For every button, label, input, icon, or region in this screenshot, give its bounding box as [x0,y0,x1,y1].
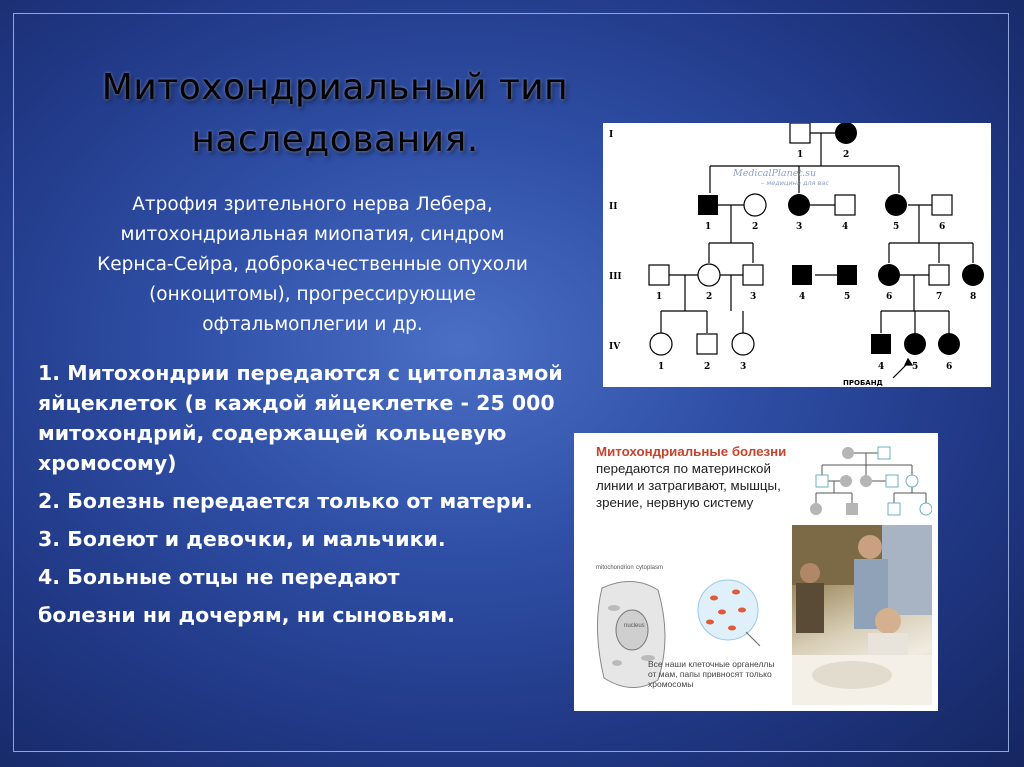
intro-line: Атрофия зрительного нерва Лебера, [132,194,493,215]
label-cytoplasm: cytoplasm [636,565,664,571]
pedigree-male-unaffected [697,334,717,354]
individual-number: 1 [705,222,712,232]
egg-cell-illustration [692,578,772,648]
title-line-1: Митохондриальный тип [101,67,569,108]
pedigree-female-affected [938,333,960,355]
individual-number: 2 [704,362,711,372]
pedigree-female-unaffected [698,264,720,286]
patient-photo [792,525,932,705]
individual-number: 5 [844,292,851,302]
intro-line: офтальмоплегии и др. [202,314,423,335]
individual-number: 6 [939,222,946,232]
individual-number: 2 [706,292,713,302]
pedigree-female-affected [878,264,900,286]
slide-title [40,62,630,166]
individual-number: 2 [752,222,759,232]
individual-number: 1 [797,150,804,160]
pedigree-male-affected [792,265,812,285]
pedigree-male-affected [698,195,718,215]
individual-number: 4 [878,362,885,372]
pedigree-chart [603,123,991,387]
individual-number: 6 [946,362,953,372]
pedigree-female-unaffected [744,194,766,216]
mitochondrial-disease-card [574,433,938,711]
generation-label: I [609,130,614,140]
pedigree-male-unaffected [932,195,952,215]
individual-number: 1 [656,292,663,302]
card-text [596,443,796,511]
individual-number: 4 [799,292,806,302]
individual-number: 5 [912,362,919,372]
mini-pedigree [802,441,932,521]
pedigree-female-affected [788,194,810,216]
pedigree-male-unaffected [743,265,763,285]
point-2: 2. Болезнь передается только от матери. [38,489,533,513]
pedigree-male-affected [837,265,857,285]
individual-number: 7 [936,292,943,302]
label-nucleus: nucleus [624,623,645,629]
watermark-text: MedicalPlanet.su [733,168,817,179]
individual-number: 8 [970,292,977,302]
individual-number: 3 [796,222,803,232]
pedigree-male-unaffected [790,123,810,143]
generation-label: IV [609,342,621,352]
intro-line: Кернса-Сейра, доброкачественные опухоли [97,254,528,275]
pedigree-female-affected [885,194,907,216]
pedigree-male-unaffected [929,265,949,285]
title-line-2: наследования. [191,119,479,160]
point-1: 1. Митохондрии передаются с цитоплазмой яйцеклеток (в каждой яйцеклетке - 25 000 митохондрий, содержащей кольцевую хромосому) [38,361,563,475]
point-5: болезни ни дочерям, ни сыновьям. [38,603,455,627]
pedigree-female-affected [962,264,984,286]
point-3: 3. Болеют и девочки, и мальчики. [38,527,446,551]
generation-label: II [609,202,618,212]
individual-number: 1 [658,362,665,372]
generation-label: III [609,272,622,282]
intro-line: (онкоцитомы), прогрессирующие [149,284,476,305]
individual-number: 3 [740,362,747,372]
card-caption: Все наши клеточные органеллы от мам, папы привносят только хромосомы [648,659,775,689]
individual-number: 3 [750,292,757,302]
pedigree-female-unaffected [732,333,754,355]
individual-number: 4 [842,222,849,232]
intro-text [50,190,575,340]
pedigree-female-affected [904,333,926,355]
pedigree-female-unaffected [650,333,672,355]
label-mitochondrion: mitochondrion [596,565,634,571]
proband-arrow-icon [893,359,912,378]
point-4: 4. Больные отцы не передают [38,565,400,589]
individual-number: 5 [893,222,900,232]
individual-number: 2 [843,150,850,160]
pedigree-male-unaffected [649,265,669,285]
pedigree-female-affected [835,123,857,144]
key-points [38,358,598,638]
watermark-subtext: – медицина для вас [761,179,829,187]
pedigree-male-unaffected [835,195,855,215]
individual-number: 6 [886,292,893,302]
proband-label: ПРОБАНД [843,379,883,387]
card-body: передаются по материнской линии и затрагивают, мышцы, зрение, нервную систему [596,461,781,510]
pedigree-male-affected-proband [871,334,891,354]
card-highlight: Митохондриальные болезни [596,444,787,459]
intro-line: митохондриальная миопатия, синдром [120,224,505,245]
